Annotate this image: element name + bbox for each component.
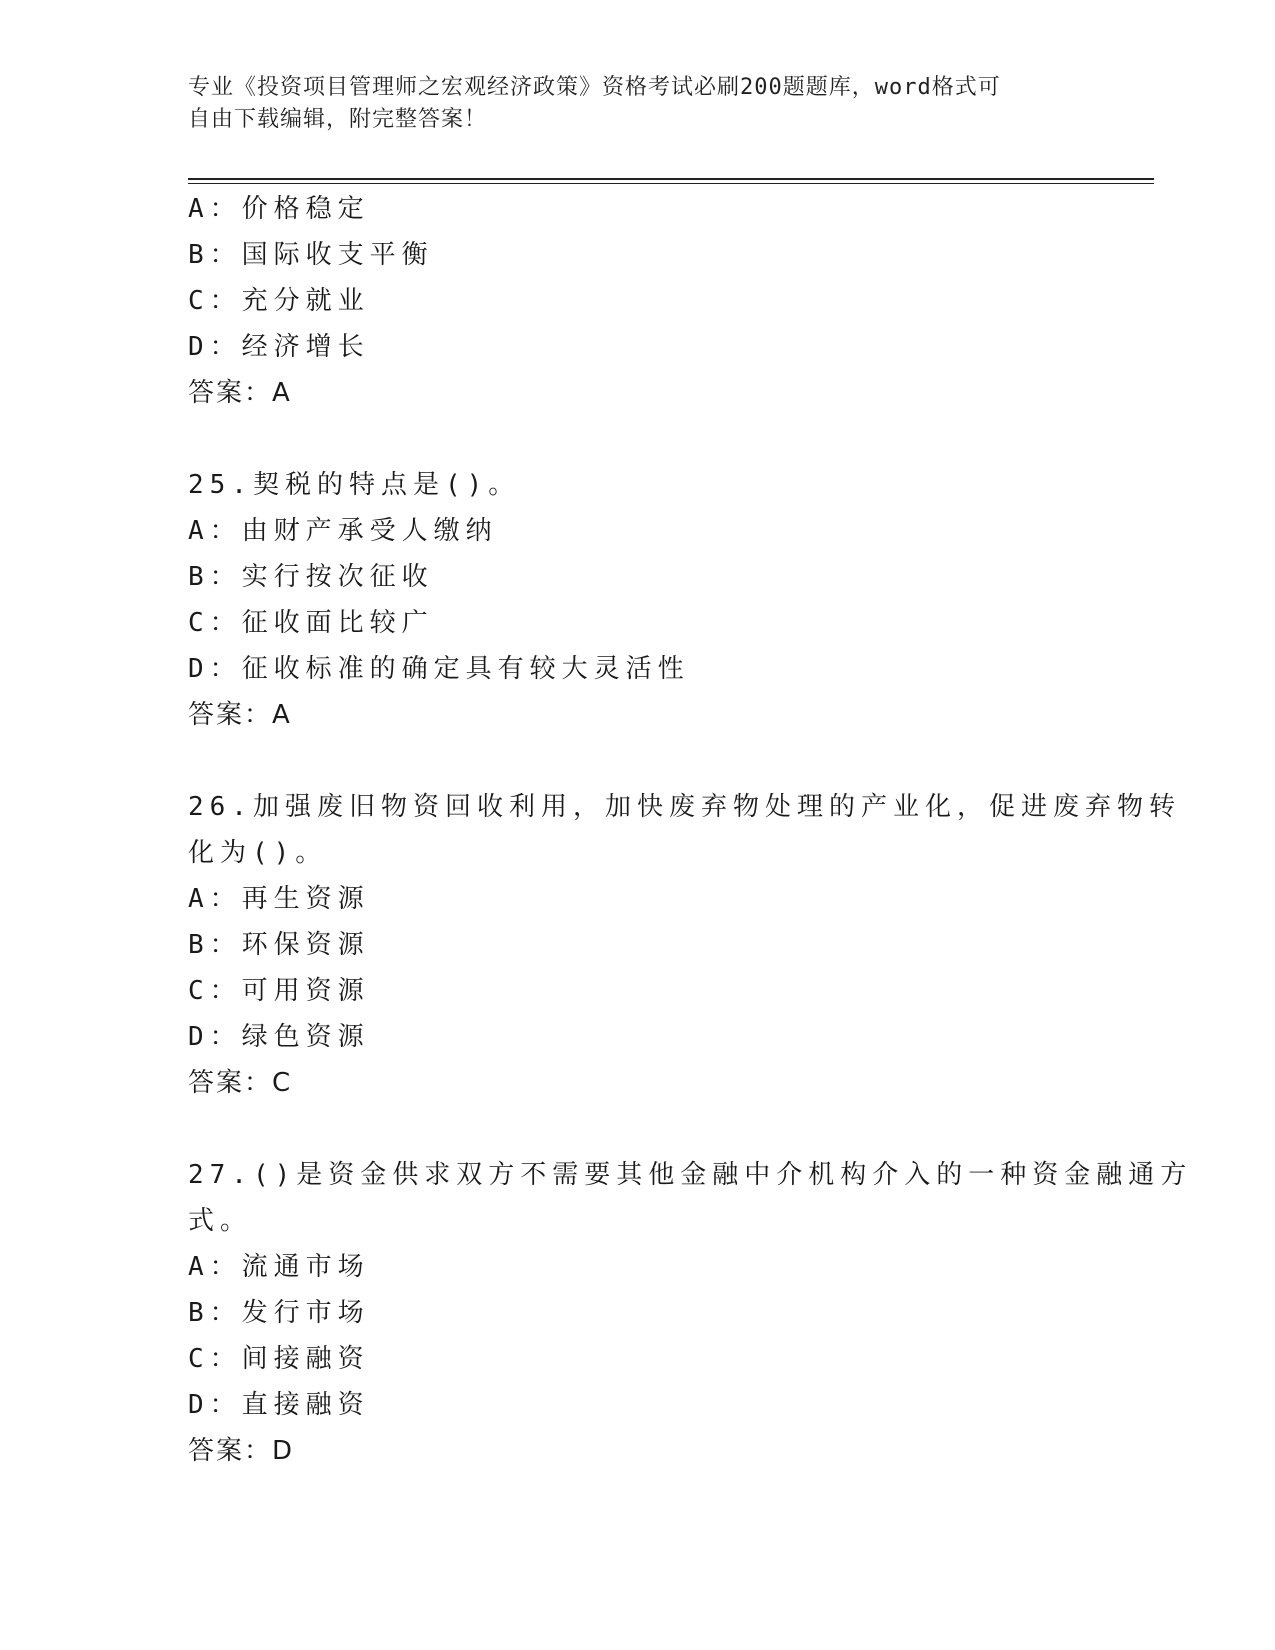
- answer: 答案：C: [188, 1068, 293, 1098]
- option-d: D：绿色资源: [188, 1022, 370, 1052]
- option-d: D：征收标准的确定具有较大灵活性: [188, 654, 690, 684]
- question-27: [188, 1152, 1193, 1474]
- document-header: [188, 72, 1068, 136]
- header-line-1: 专业《投资项目管理师之宏观经济政策》资格考试必刷200题题库，word格式可: [188, 75, 1001, 100]
- spacer: [188, 1106, 1088, 1152]
- question-24: [188, 186, 1088, 416]
- question-stem-line-1: 26.加强废旧物资回收利用，加快废弃物处理的产业化，促进废弃物转: [188, 792, 1181, 822]
- answer: 答案：A: [188, 378, 292, 408]
- question-stem-line-1: 27.()是资金供求双方不需要其他金融中介机构介入的一种资金融通方: [188, 1160, 1193, 1190]
- option-b: B：实行按次征收: [188, 562, 434, 592]
- option-c: C：充分就业: [188, 286, 370, 316]
- question-25: [188, 462, 1088, 738]
- question-list: [188, 186, 1193, 1474]
- option-d: D：直接融资: [188, 1390, 370, 1420]
- option-c: C：可用资源: [188, 976, 370, 1006]
- option-c: C：间接融资: [188, 1344, 370, 1374]
- question-stem-line-2: 化为()。: [188, 838, 328, 868]
- answer: 答案：D: [188, 1436, 295, 1466]
- option-d: D：经济增长: [188, 332, 370, 362]
- question-26: [188, 784, 1181, 1106]
- spacer: [188, 416, 1088, 462]
- option-b: B：环保资源: [188, 930, 370, 960]
- option-a: A：由财产承受人缴纳: [188, 516, 498, 546]
- option-b: B：发行市场: [188, 1298, 370, 1328]
- option-b: B：国际收支平衡: [188, 240, 434, 270]
- spacer: [188, 738, 1088, 784]
- answer: 答案：A: [188, 700, 292, 730]
- option-a: A：流通市场: [188, 1252, 370, 1282]
- question-stem-line-2: 式。: [188, 1206, 253, 1236]
- header-divider: [188, 178, 1154, 184]
- option-a: A：价格稳定: [188, 194, 370, 224]
- question-stem: 25.契税的特点是()。: [188, 470, 521, 500]
- header-line-2: 自由下载编辑，附完整答案！: [188, 107, 488, 132]
- option-c: C：征收面比较广: [188, 608, 434, 638]
- option-a: A：再生资源: [188, 884, 370, 914]
